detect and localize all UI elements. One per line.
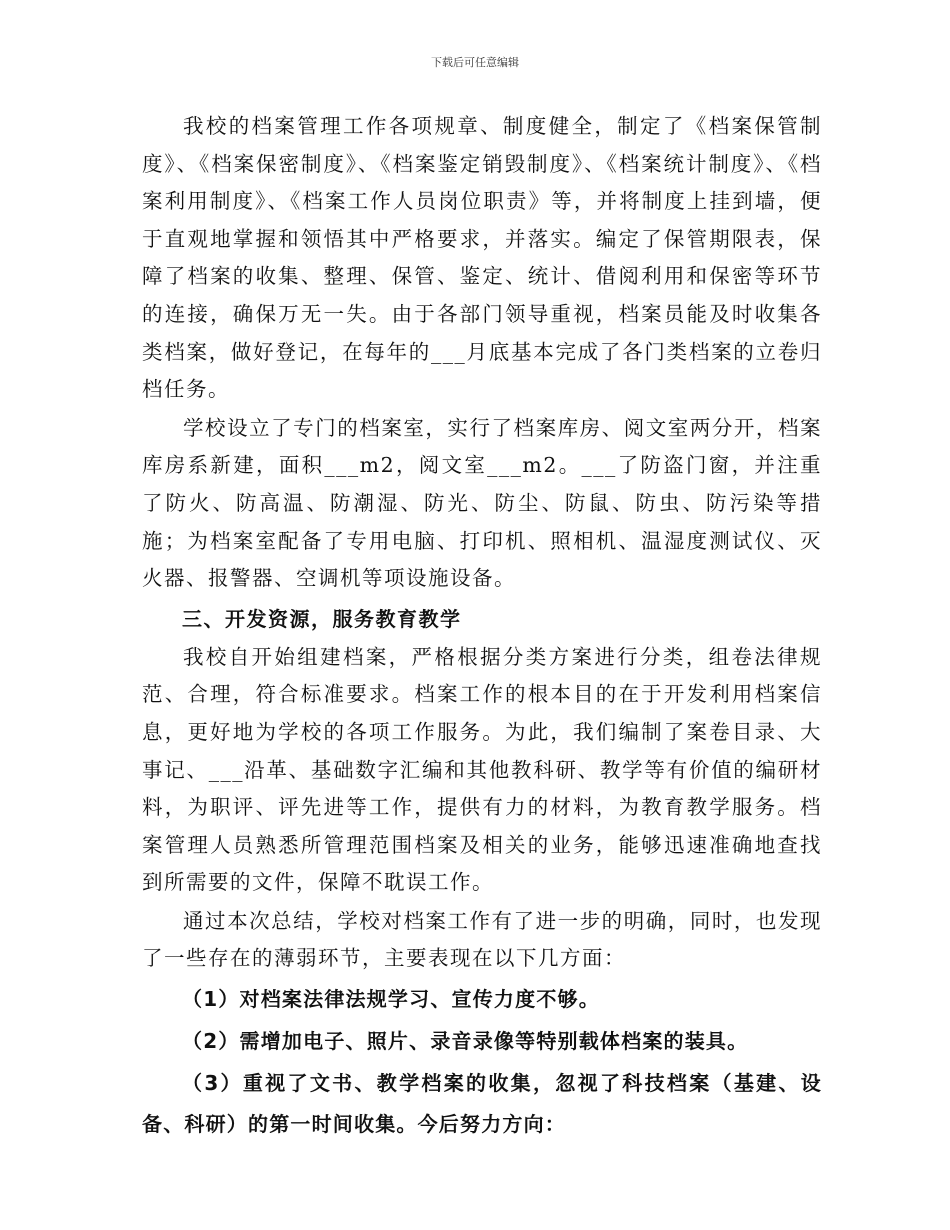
paragraph-summary-intro: 通过本次总结，学校对档案工作有了进一步的明确，同时，也发现了一些存在的薄弱环节，主要表现在以下几方面： bbox=[142, 908, 822, 971]
point-item-1: （1）对档案法律法规学习、宣传力度不够。 bbox=[182, 987, 600, 1012]
paragraph-archive-room: 学校设立了专门的档案室，实行了档案库房、阅文室两分开，档案库房系新建，面积___m2，阅文室___m2。___了防盗门窗，并注重了防火、防高温、防潮湿、防光、防尘、防鼠、防虫、防污染等措施；为档案室配备了专用电脑、打印机、照相机、温湿度测试仪、灭火器、报警器、空调机等项设施设备。 bbox=[142, 415, 822, 591]
document-body bbox=[142, 108, 822, 1145]
paragraph-resource-development: 我校自开始组建档案，严格根据分类方案进行分类，组卷法律规范、合理，符合标准要求。档案工作的根本目的在于开发利用档案信息，更好地为学校的各项工作服务。为此，我们编制了案卷目录、大事记、___沿革、基础数字汇编和其他教科研、教学等有价值的编研材料，为职评、评先进等工作，提供有力的材料，为教育教学服务。档案管理人员熟悉所管理范围档案及相关的业务，能够迅速准确地查找到所需要的文件，保障不耽误工作。 bbox=[142, 644, 822, 895]
point-item-2: （2）需增加电子、照片、录音录像等特别载体档案的装具。 bbox=[182, 1029, 749, 1054]
section-heading: 三、开发资源，服务教育教学 bbox=[182, 606, 462, 631]
page-header-note: 下载后可任意编辑 bbox=[431, 56, 519, 69]
point-item-3: （3）重视了文书、教学档案的收集，忽视了科技档案（基建、设备、科研）的第一时间收集。今后努力方向： bbox=[142, 1071, 822, 1137]
paragraph-archive-rules: 我校的档案管理工作各项规章、制度健全，制定了《档案保管制度》、《档案保密制度》、《档案鉴定销毁制度》、《档案统计制度》、《档案利用制度》、《档案工作人员岗位职责》等，并将制度上挂到墙，便于直观地掌握和领悟其中严格要求，并落实。编定了保管期限表，保障了档案的收集、整理、保管、鉴定、统计、借阅利用和保密等环节的连接，确保万无一失。由于各部门领导重视，档案员能及时收集各类档案，做好登记，在每年的___月底基本完成了各门类档案的立卷归档任务。 bbox=[142, 114, 822, 402]
